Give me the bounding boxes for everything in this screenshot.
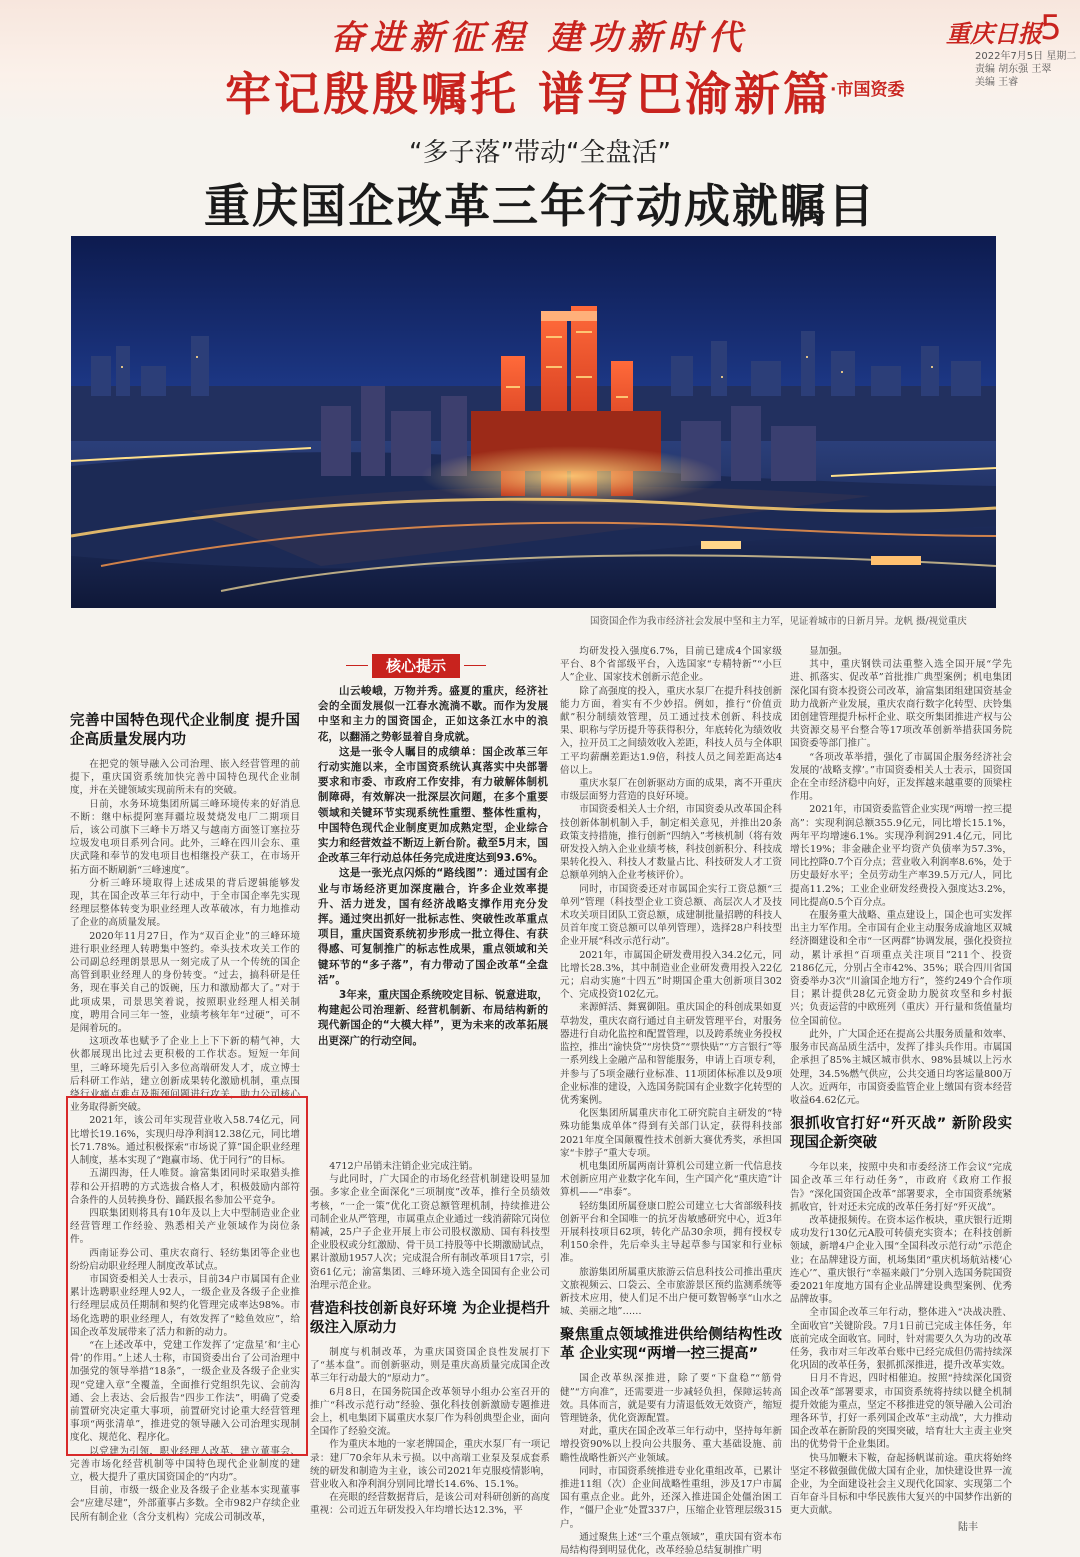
column-4 [790,645,1012,1520]
section-heading-1: 完善中国特色现代企业制度 提升国企高质量发展内功 [70,713,300,748]
key-tip-paragraph: 这是一张令人瞩目的成绩单：国企改革三年行动实施以来，全市国资系统认真落实中央部署要求和市委、市政府工作安排，有力破解体制机制障碍，有效解决一批深层次问题，在多个重要领域和关键环节实现系统性重塑、整体性重构，中国特色现代企业制度更加成熟定型，企业综合实力和经营效益不断迈上新台阶。截至5月末，国企改革三年行动总体任务完成进度达到93.6%。 [318,745,548,865]
paragraph: 市国资委相关人士介绍，市国资委从改革国企科技创新体制机制入手，制定相关意见，并推出20条政策支持措施，推行创新“四纳入”考核机制（将有效研发投入纳入企业业绩考核，科技创新积分、科技成果转化投入、科技人才数量占比、科技研发人才工资总额单列纳入企业考核评价）。 [560,804,782,882]
city-night-photo [71,236,996,608]
paragraph: 日前，水务环境集团所属三峰环境传来的好消息不断：继中标提阿塞拜疆垃圾焚烧发电厂二期项目后，该公司旗下三峰卡万塔又与越南方面签订塞拉芬垃圾发电项目系列合同。此外，三峰在四川会东、重庆武隆和奉节的发电项目也相继投产获工，在市场开拓方面不断刷新“三峰速度”。 [70,798,300,876]
paragraph: 重庆水泵厂在创新驱动方面的成果，离不开重庆市级层面努力营造的良好环境。 [560,778,782,803]
paragraph: 日月不肯迟，四时相催迫。按照“持续深化国资国企改革”部署要求，市国资系统将持续以健全机制提升效能为重点，坚定不移推进党的领导融入公司治理各环节，打好一系列国企改革“主动战”，大力推动国企改革在新阶段的突围突破，培育壮大主责主业突出的优势骨干企业集团。 [790,1373,1012,1451]
masthead-byline: ·市国资委 [830,80,905,100]
section-heading-2: 营造科技创新良好环境 为企业提档升级注入原动力 [310,1301,550,1337]
paragraph: 4712户吊销未注销企业完成注销。 [329,1161,479,1172]
paragraph: 西南证券公司、重庆农商行、轻纺集团等企业也纷纷启动职业经理人制度改革试点。 [70,1247,300,1272]
paragraph: 通过聚焦上述“三个重点领域”，重庆国有资本布局结构得到明显优化，改革经验总结复制推广明 [560,1531,782,1556]
article-title: 重庆国企改革三年行动成就瞩目 [204,179,876,233]
page-number: 5 [1040,8,1062,48]
paragraph: 与此同时，广大国企的市场化经营机制建设明显加强。多家企业全面深化“三项制度”改革，推行全员绩效考核，“一企一策”优化工资总额管理机制，持续推进公司制企业从严管理，市属重点企业通过一线消薪除冗岗位精减，25户子企业开展上市公司股权激励、国有科技型企业股权或分红激励、骨干员工持股等中长期激励试点，累计激励1957人次；完成混合所有制改革项目17宗，引资61亿元；渝富集团、三峰环境入选全国国有企业公司治理示范企业。 [310,1174,550,1291]
paragraph: 对此，重庆在国企改革三年行动中，坚持每年新增投资90%以上投向公共服务、重大基础设施、前瞻性战略性新兴产业领域。 [560,1426,782,1464]
paragraph: 在把党的领导融入公司治理、嵌入经营管理的前提下，重庆国资系统加快完善中国特色现代企业制度，并在关键领域实现前所未有的突破。 [70,759,300,797]
paragraph: “各项改革举措，强化了市属国企服务经济社会发展的‘战略支撑’。”市国资委相关人士表示，国资国企在全市经济稳中向好，正发挥越来越重要的顶梁柱作用。 [790,751,1012,803]
paragraph: 均研发投入强度6.7%，目前已建成4个国家级平台、8个省部级平台，入选国家“专精特新”“小巨人”企业、国家技术创新示范企业。 [560,646,782,684]
section-heading-3: 聚焦重点领域推进供给侧结构性改革 企业实现“两增一控三提高” [560,1327,782,1363]
editors: 责编 胡东强 王翠 [975,64,1052,75]
city-night-image [71,236,996,608]
paragraph: 轻纺集团所属登康口腔公司建立七大省部级科技创新平台和全国唯一的抗牙齿敏感研究中心，近3年开展科技项目62项，转化产品30余项，拥有授权专利150余件，先后牵头主导起草参与国家和行业标准。 [560,1200,782,1265]
paragraph: 在亮眼的经营数据背后，是该公司对科研创新的高度重视：公司近五年研发投入年均增长达12.3%，平 [310,1492,550,1517]
paragraph: 四联集团则将具有10年及以上大中型制造业企业经营管理工作经验、熟悉相关产业领域作为岗位条件。 [70,1207,300,1246]
paragraph: 2021年，市属国企研发费用投入34.2亿元，同比增长28.3%，其中制造业企业研发费用投入22亿元；启动实施“十四五”时期国企重大创新项目302个、完成投资102亿元。 [560,949,782,1001]
issue-date: 2022年7月5日 星期二 [975,51,1077,62]
designer: 美编 王睿 [975,77,1019,88]
key-tip-paragraph: 3年来，重庆国企系统咬定目标、锐意进取，构建起公司治理新、经营机制新、布局结构新的现代新国企的“大模大样”，更为未来的改革拓展出更深广的行动空间。 [318,989,548,1047]
paragraph: 作为重庆本地的一家老牌国企，重庆水泵厂有一项记录：建厂70余年从未亏损。以中高端工业泵及泵成套系统的研发和制造为主业，该公司2021年克服疫情影响，营业收入和净利润分别同比增长14.6%、15.1%。 [310,1439,550,1491]
paragraph: 其中，重庆钢铁司法重整入选全国开展“学先进、抓落实、促改革”首批推广典型案例；机电集团深化国有资本投资公司改革，渝富集团组建国资基金助力战新产业发展，重庆农商行数字化转型、庆铃集团创建管理提升标杆企业、联交所集团推进产权与公共资源交易平台整合等17项改革创新举措获国务院国资委等部门推广。 [790,659,1012,750]
paragraph: 市国资委相关人士表示，目前34户市属国有企业累计选聘职业经理人92人，一级企业及各级子企业推行经理层成员任期制和契约化管理完成率达98%。市场化选聘的职业经理人，有效发挥了“鲶鱼效应”，给国企改革发展带来了活力和新的动力。 [70,1273,300,1338]
key-tip-label: 核心提示 [372,654,460,678]
paragraph: 来源鲜活、舞翼御阻。重庆国企的科创成果如夏草勃发，重庆农商行通过自主研发管理平台，对服务器进行自动化监控和配置管理，以及跨系统业务投权监控，推出“渝快贷”“房快贷”“票快贴”“方言银行”等一系列线上金融产品和智能服务，申请上百项专利，并参与了5项金融行业标准、11项团体标准以及9项企业标准的建设，入选国务院国有企业数字化转型的优秀案例。 [560,1002,782,1106]
key-tip-paragraph: 这是一张光点闪烁的“路线图”：通过国有企业与市场经济更加深度融合，许多企业效率提升、活力迸发，国有经济战略支撑作用充分发挥。通过突出抓好一批标志性、突破性改革重点项目，重庆国资系统初步形成一批立得住、有获得感、可复制推广的标志性成果，重点领域和关键环节的“多子落”，有力带动了国企改革“全盘活”。 [318,867,548,986]
paragraph: 同时，市国资委还对市属国企实行工资总额“三单列”管理（科技型企业工资总额、高层次人才及技术攻关项目团队工资总额，成建制批量招聘的科技人员首年度工资总额可以单列管理），选择28户科技型企业开展“科改示范行动”。 [560,883,782,948]
paragraph: 这项改革也赋予了企业上上下下新的精气神，大伙都展现出比过去更积极的工作状态。短短一年间里，三峰环境先后引入多位高端研发人才，成立博士后科研工作站，建立创新成果转化激励机制，重点围绕行业痛点难点及瓶颈问题进行攻关，助力公司核心业务取得新突破。 [70,1036,300,1114]
paragraph: 改革捷报频传。在资本运作板块，重庆银行近期成功发行130亿元A股可转债充实资本；在科技创新领域，新增4户企业入围“全国科改示范行动”示范企业；在品牌建设方面，机场集团“重庆机场航站楼‘心连心’”、重庆银行“幸福来敲门”分别入选国务院国资委2021年度地方国有企业品牌建设典型案例、优秀品牌故事。 [790,1214,1012,1306]
newspaper-logo: 重庆日报 [946,19,1042,48]
paragraph: 显加强。 [809,646,848,657]
paragraph: 快马加鞭未下鞍，奋起扬帆谋前途。重庆将始终坚定不移做强做优做大国有企业，加快建设世界一流企业，为全面建设社会主义现代化国家、实现第二个百年奋斗目标和中华民族伟大复兴的中国梦作出新的更大贡献。 [790,1452,1012,1517]
paragraph: 此外，广大国企还在提高公共服务质量和效率、服务市民高品质生活中，发挥了排头兵作用。市属国企承担了85%主城区城市供水、98%县城以上污水处理，34.5%燃气供应，公共交通日均客运量800万人次。近两年，市国资委监管企业上缴国有资本经营收益64.62亿元。 [790,1028,1012,1106]
paragraph: 以党建为引领，职业经理人改革、建立董事会、完善市场化经营机制等中国特色现代企业制度的建立，极大提升了重庆国资国企的“内功”。 [70,1445,300,1483]
paragraph: 目前，市级一级企业及各级子企业基本实现董事会“应建尽建”，外部董事占多数。全市982户存续企业民所有制企业（含分支机构）完成公司制改革， [70,1485,300,1523]
paragraph: 在服务重大战略、重点建设上，国企也可实发挥出主力军作用。全市国有企业主动服务成渝地区双城经济圈建设和全市“一区两群”协调发展，强化投资拉动，累计承担“百项重点关注项目”211个、投资2186亿元，分别占全市42%、35%；联合四川省国资委举办3次“川渝国企地方行”，签约249个合作项目；累计提供28亿元资金助力脱贫攻坚和乡村振兴；负责运营的中欧班列（重庆）开行量和货值量均位全国前位。 [790,910,1012,1027]
edition-meta [975,50,1076,89]
paragraph: 今年以来，按照中央和市委经济工作会议“完成国企改革三年行动任务”，市政府《政府工作报告》“深化国资国企改革”部署要求，全市国资系统紧抓收官，针对还未完成的改革任务打好“歼灭战”。 [790,1162,1012,1213]
paragraph: 同时，市国资系统推进专业化重组改革，已累计推进11组（次）企业间战略性重组，涉及17户市属国有重点企业。此外，还深入推进国企处僵治困工作，“僵尸企业”处置337户，压缩企业管理层级315户。 [560,1465,782,1530]
paragraph: 除了高强度的投入，重庆水泵厂在提升科技创新能力方面，着实有不少妙招。例如，推行“价值贡献”积分制绩效管理，员工通过技术创新、科技成果、职称与学历提升等获得积分，年底转化为绩效收入，拉开员工之间绩效收入差距，科技人员与全体职工平均薪酬差距达1.9倍，科技人员之间差距高达4倍以上。 [560,685,782,776]
article-subtitle: “多子落”带动“全盘活” [409,138,671,168]
paragraph: 6月8日，在国务院国企改革领导小组办公室召开的推广“科改示范行动”经验、强化科技创新激励专题推进会上，机电集团下属重庆水泵厂作为科创典型企业，面向全国作了经验交流。 [310,1386,550,1438]
masthead-headline: 牢记殷殷嘱托 谱写巴渝新篇 [225,67,833,121]
paragraph: 制度与机制改革，为重庆国资国企良性发展打下了“基本盘”。而创新驱动，则是重庆高质量完成国企改革三年行动最大的“原动力”。 [310,1347,550,1385]
author-name: 陆丰 [958,1522,978,1533]
paragraph: 2021年，市国资委监管企业实现“两增一控三提高”：实现利润总额355.9亿元，同比增长15.1%，两年平均增速6.1%。实现净利润291.4亿元，同比增长19%；非金融企业平均资产负债率为57.3%，同比控降0.7个百分点；营业收入利润率8.6%，处于历史最好水平；全员劳动生产率39.5万元/人，同比提高11.2%；工业企业研发经费投入强度达3.2%，同比提高0.5个百分点。 [790,804,1012,908]
paragraph: 全市国企改革三年行动，整体进入“决战决胜、全面收官”关键阶段。7月1日前已完成主体任务，年底前完成全面收官。同时，针对需要久久为功的改革任务，我市对三年改革台账中已经完成但仍需持续深化巩固的改革任务，狠抓抓深推进，提升改革实效。 [790,1307,1012,1372]
paragraph: 2020年11月27日，作为“双百企业”的三峰环境进行职业经理人转聘集中签约。牵头技术攻关工作的公司副总经理朗景思从一刻完成了从一个传统的国企高管到职业经理人的身份转变。“过去，搞科研是任务，现在事关自己的饭碗，压力和激励都大了。”对于此项成果，司景思笑着说，按照职业经理人相关制度，聘用合同三年一签，业绩考核年年“过硬”，可不是闹着玩的。 [70,930,300,1035]
paragraph: 2021年，该公司年实现营业收入58.74亿元，同比增长19.16%，实现归母净利润12.38亿元，同比增长71.78%。通过积极探索“市场说了算”国企职业经理人制度，基本实现了“跑赢市场、优于同行”的目标。 [70,1115,300,1167]
column-3 [560,645,782,1556]
masthead-slogan: 奋进新征程 建功新时代 [330,18,748,58]
paragraph: 国企改革纵深推进，除了要“下盘稳”“筋骨健”“方向准”，还需要进一步减轻负担，保障运转高效。具体而言，就是要有力清退低效无效资产，缩短管理链条，优化资源配置。 [560,1373,782,1424]
key-tip-column [318,684,548,1154]
highlight-box [66,1096,308,1456]
paragraph: 机电集团所属两南计算机公司建立新一代信息技术创新应用产业数字化车间，生产国产化“重庆造”计算机——“串泰”。 [560,1160,782,1199]
paragraph: 分析三峰环境取得上述成果的背后逻辑能够发现，其在国企改革三年行动中，于全市国企率先实现经理层整体转变为职业经理人改革破冰，有力地推动了企业的高质量发展。 [70,877,300,929]
section-heading-4: 狠抓收官打好“歼灭战” 新阶段实现国企新突破 [790,1116,1012,1152]
paragraph: “在上述改革中，党建工作发挥了‘定盘星’和‘主心骨’的作用。”上述人士称，市国资委出台了公司治理中加强党的领导举措“18条”，一级企业及各级子企业实现“党建入章”全覆盖，全面推行党组织先议、会前沟通、会上表达、会后报告“四步工作法”，明确了党委前置研究决定重大事项，前置研究讨论重大经营管理事项“两张清单”，推进党的领导融入公司治理实现制度化、规范化、程序化。 [70,1339,300,1444]
paragraph: 化医集团所属重庆市化工研究院自主研发的“特殊功能集成单体”得到有关部门认定，获得科技部2021年度全国颠覆性技术创新大赛优秀奖，承担国家“卡脖子”重大专项。 [560,1108,782,1159]
paragraph: 旅游集团所属重庆旅游云信息科技公司推出重庆文旅视频云、口袋云、全市旅游景区预约监测系统等新技术应用，使人们足不出户便可数智畅享“山水之城、美丽之地”…… [560,1266,782,1318]
column-2-bottom [310,1160,550,1550]
paragraph: 五湖四海，任人唯贤。渝富集团同时采取猎头推荐和公开招聘的方式选拔合格人才，积极鼓励内部符合条件的人员转换身份、踊跃报名参加公平竞争。 [70,1168,300,1206]
key-tip-paragraph: 山云峻峨，万物并秀。盛夏的重庆，经济社会的全面发展似一江春水流淌不歇。而作为发展中坚和主力的国资国企，正如这条江水中的浪花，以翻涌之势彰显着自身成就。 [318,685,548,743]
photo-caption: 国资国企作为我市经济社会发展中坚和主力军，见证着城市的日新月异。龙帆 摄/视觉重庆 [590,616,967,627]
